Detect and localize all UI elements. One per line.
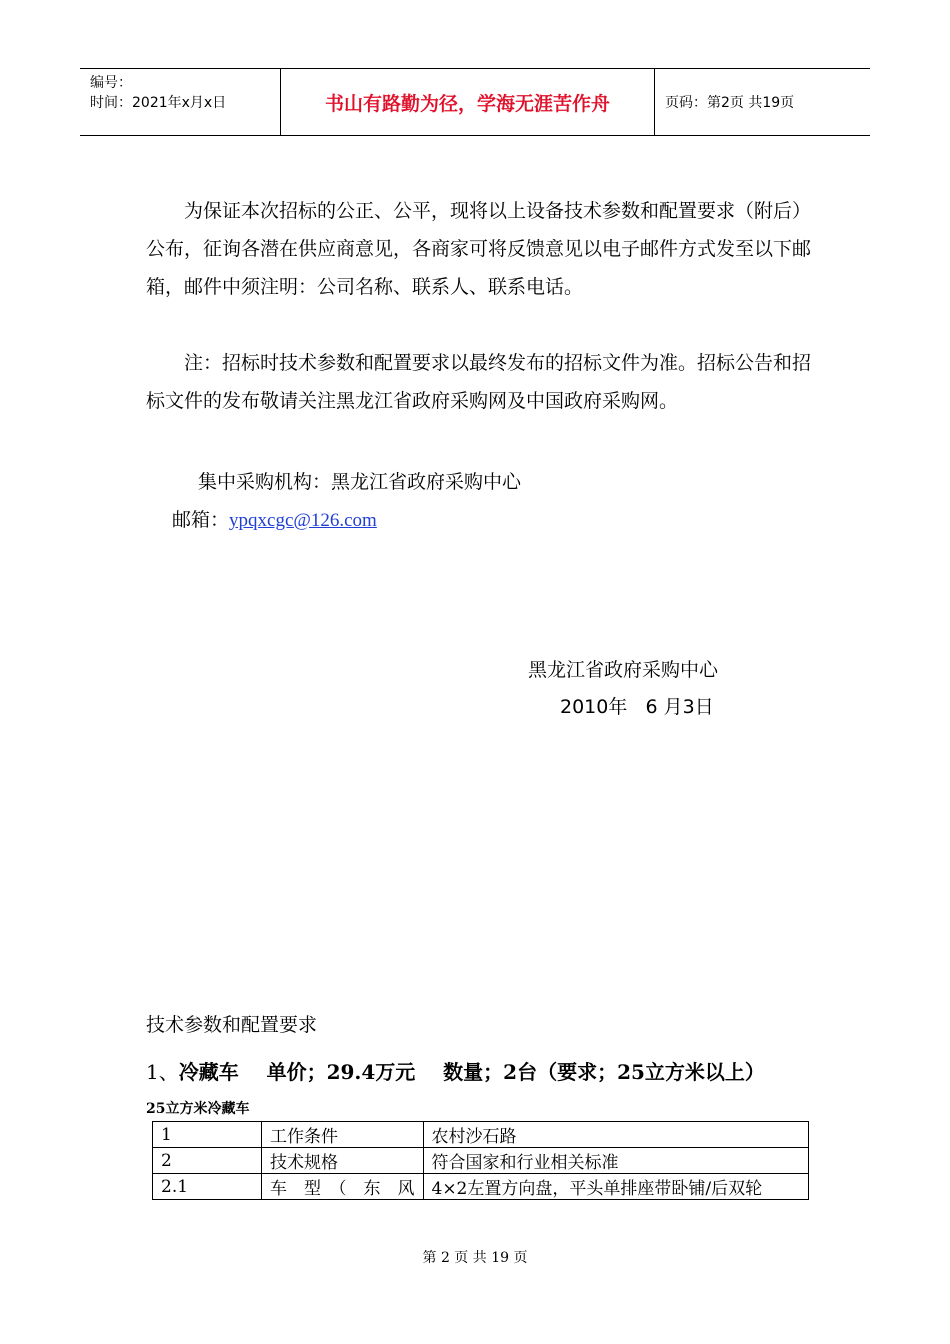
header-time-label: 时间：2021年x月x日 (90, 95, 227, 111)
email-line (172, 505, 377, 532)
spec-table (152, 1121, 809, 1200)
header-motto: 书山有路勤为径，学海无涯苦作舟 (281, 69, 655, 135)
header-meta (80, 69, 281, 135)
item-title (146, 1056, 765, 1085)
table-cell: 车 型 （ 东 风 (262, 1174, 424, 1200)
table-cell: 技术规格 (262, 1148, 424, 1174)
header-page-info: 页码：第2页 共19页 (665, 95, 795, 111)
paragraph-2: 注：招标时技术参数和配置要求以最终发布的招标文件为准。招标公告和招标文件的发布敬请关注黑龙江省政府采购网及中国政府采购网。 (146, 352, 812, 412)
item-number: 1、 (146, 1060, 179, 1084)
intro-paragraph (146, 192, 826, 306)
table-row (153, 1148, 809, 1174)
table-cell: 2 (153, 1148, 262, 1174)
note-paragraph (146, 344, 826, 420)
agency-line: 集中采购机构：黑龙江省政府采购中心 (198, 471, 522, 493)
table-cell: 1 (153, 1122, 262, 1148)
page-header (80, 68, 870, 136)
table-cell: 农村沙石路 (423, 1122, 808, 1148)
table-caption: 25立方米冷藏车 (146, 1101, 250, 1117)
header-number-label: 编号： (90, 75, 132, 91)
table-cell: 2.1 (153, 1174, 262, 1200)
table-row (153, 1122, 809, 1148)
spec-section-title: 技术参数和配置要求 (146, 1014, 318, 1036)
page-footer: 第 2 页 共 19 页 (422, 1250, 528, 1266)
email-label: 邮箱： (172, 509, 230, 531)
table-cell: 4×2左置方向盘，平头单排座带卧铺/后双轮 (423, 1174, 808, 1200)
item-title-text: 冷藏车 单价；29.4万元 数量；2台（要求；25立方米以上） (178, 1060, 765, 1084)
paragraph-1: 为保证本次招标的公正、公平，现将以上设备技术参数和配置要求（附后）公布，征询各潜在供应商意见，各商家可将反馈意见以电子邮件方式发至以下邮箱，邮件中须注明：公司名称、联系人、联系电话。 (146, 200, 812, 298)
signature-org: 黑龙江省政府采购中心 (528, 659, 719, 681)
email-link[interactable]: ypqxcgc@126.com (229, 510, 377, 531)
table-cell: 工作条件 (262, 1122, 424, 1148)
table-cell: 符合国家和行业相关标准 (423, 1148, 808, 1174)
signature-date: 2010年 6 月3日 (560, 696, 714, 718)
table-row (153, 1174, 809, 1200)
